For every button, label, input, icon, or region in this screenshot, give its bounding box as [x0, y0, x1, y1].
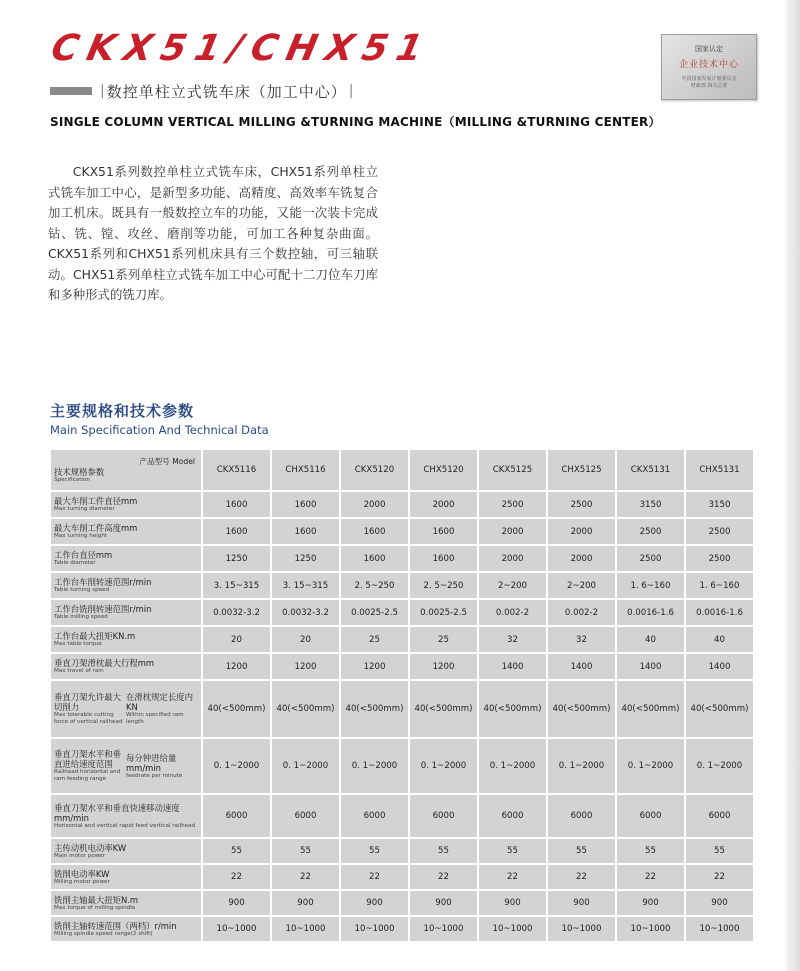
spec-value-cell: 1. 6~160 [616, 572, 685, 599]
machine-photo-area [402, 152, 748, 352]
spec-label-cn: 垂直刀架水平和垂直进给速度范围 [54, 749, 121, 769]
spec-value-cell: 0.0016-1.6 [616, 599, 685, 626]
spec-value-cell: 20 [271, 626, 340, 653]
spec-label-cell [50, 680, 202, 738]
spec-value-cell: 1400 [685, 653, 754, 680]
spec-value-cell: 40(<500mm) [409, 680, 478, 738]
spec-value-cell: 900 [478, 890, 547, 916]
spec-value-cell: 0.0032-3.2 [271, 599, 340, 626]
spec-label-en: Max tolerable cutting force of vertical railhead [54, 712, 123, 725]
table-row [50, 491, 754, 518]
spec-value-cell: 40(<500mm) [547, 680, 616, 738]
title-cn-row [50, 80, 355, 102]
spec-label-en: Milling spindle speed range(2 shift) [54, 930, 153, 937]
spec-value-cell: 55 [340, 838, 409, 864]
spec-value-cell: 2~200 [547, 572, 616, 599]
title-bar-decoration [50, 87, 92, 95]
spec-label-cell [50, 864, 202, 890]
spec-label-en: Within specified ram length [126, 712, 184, 725]
spec-value-cell: 40(<500mm) [478, 680, 547, 738]
spec-label-cn: 工作台最大扭矩KN.m [54, 631, 136, 641]
spec-value-cell: 1600 [271, 518, 340, 545]
table-row [50, 572, 754, 599]
spec-label-cell [50, 794, 202, 838]
table-row [50, 916, 754, 942]
title-divider: | [348, 83, 354, 99]
spec-value-cell: 3150 [685, 491, 754, 518]
spec-value-cell: 1250 [271, 545, 340, 572]
table-row [50, 599, 754, 626]
spec-value-cell: 0. 1~2000 [340, 738, 409, 794]
spec-value-cell: 0. 1~2000 [409, 738, 478, 794]
spec-value-cell: 40(<500mm) [685, 680, 754, 738]
spec-value-cell: 55 [685, 838, 754, 864]
spec-value-cell: 2. 5~250 [340, 572, 409, 599]
spec-value-cell: 2000 [409, 491, 478, 518]
spec-value-cell: 10~1000 [202, 916, 271, 942]
model-header: CHX5120 [409, 449, 478, 491]
spec-value-cell: 6000 [478, 794, 547, 838]
spec-value-cell: 1200 [340, 653, 409, 680]
spec-value-cell: 40 [685, 626, 754, 653]
spec-value-cell: 10~1000 [340, 916, 409, 942]
spec-value-cell: 22 [547, 864, 616, 890]
spec-label-cn: 垂直刀架水平和垂直快速移动速度mm/min [54, 802, 180, 823]
spec-value-cell: 55 [202, 838, 271, 864]
model-header: CHX5116 [271, 449, 340, 491]
table-row [50, 518, 754, 545]
spec-label-cn: 工作台车削转速范围r/min [54, 577, 152, 587]
spec-label-en: Main motor power [54, 852, 105, 859]
spec-value-cell: 1600 [271, 491, 340, 518]
table-row [50, 545, 754, 572]
spec-value-cell: 0.0032-3.2 [202, 599, 271, 626]
model-header: CHX5125 [547, 449, 616, 491]
spec-label-cell [50, 491, 202, 518]
spec-value-cell: 3. 15~315 [271, 572, 340, 599]
spec-value-cell: 22 [409, 864, 478, 890]
spec-label-cell [50, 738, 202, 794]
spec-value-cell: 40 [616, 626, 685, 653]
spec-value-cell: 6000 [340, 794, 409, 838]
spec-value-cell: 6000 [202, 794, 271, 838]
spec-label-part [54, 749, 126, 783]
spec-label-en: Railhead horizontal and ram feeding range [54, 769, 121, 782]
model-header: CKX5125 [478, 449, 547, 491]
spec-label-cn: 主传动机电动率KW [54, 842, 127, 853]
spec-value-cell: 1400 [616, 653, 685, 680]
spec-label-en: Max turning height [54, 533, 108, 539]
spec-value-cell: 1250 [202, 545, 271, 572]
spec-label-cn: 最大车削工件高度mm [54, 523, 138, 533]
spec-value-cell: 22 [685, 864, 754, 890]
spec-label-cell [50, 653, 202, 680]
spec-value-cell: 900 [202, 890, 271, 916]
spec-value-cell: 10~1000 [547, 916, 616, 942]
spec-label-part [54, 692, 126, 726]
page-edge-strip [786, 0, 800, 971]
spec-label-cell [50, 626, 202, 653]
spec-value-cell: 0.002-2 [478, 599, 547, 626]
section-title-cn: 主要规格和技术参数 [50, 402, 195, 420]
spec-value-cell: 6000 [409, 794, 478, 838]
spec-value-cell: 0. 1~2000 [202, 738, 271, 794]
spec-label-en: Horizontal and vertical rapid feed vertical railhead [54, 822, 196, 829]
certificate-main-text: 企业技术中心 [678, 60, 739, 70]
spec-value-cell: 2500 [616, 545, 685, 572]
spec-value-cell: 6000 [547, 794, 616, 838]
spec-value-cell: 900 [340, 890, 409, 916]
spec-value-cell: 900 [616, 890, 685, 916]
spec-value-cell: 0. 1~2000 [547, 738, 616, 794]
spec-value-cell: 2000 [478, 545, 547, 572]
spec-label-cn: 工作台直径mm [54, 550, 113, 560]
header-spec-cn: 技术规格参数 [54, 466, 105, 477]
spec-label-cn: 垂直刀架滑枕最大行程mm [54, 658, 155, 668]
spec-value-cell: 22 [202, 864, 271, 890]
spec-value-cell: 2000 [340, 491, 409, 518]
spec-value-cell: 1200 [409, 653, 478, 680]
model-header: CKX5120 [340, 449, 409, 491]
table-row [50, 653, 754, 680]
spec-value-cell: 10~1000 [271, 916, 340, 942]
spec-value-cell: 55 [547, 838, 616, 864]
spec-value-cell: 40(<500mm) [202, 680, 271, 738]
spec-label-en: Max torque of milling spindle [54, 904, 136, 911]
spec-value-cell: 0. 1~2000 [685, 738, 754, 794]
spec-value-cell: 3150 [616, 491, 685, 518]
spec-label-cell [50, 890, 202, 916]
spec-value-cell: 2. 5~250 [409, 572, 478, 599]
spec-value-cell: 2000 [547, 545, 616, 572]
spec-value-cell: 1600 [409, 545, 478, 572]
spec-value-cell: 32 [547, 626, 616, 653]
spec-value-cell: 22 [616, 864, 685, 890]
spec-value-cell: 55 [616, 838, 685, 864]
table-row [50, 680, 754, 738]
spec-value-cell: 10~1000 [685, 916, 754, 942]
spec-value-cell: 6000 [271, 794, 340, 838]
spec-value-cell: 25 [409, 626, 478, 653]
spec-value-cell: 6000 [616, 794, 685, 838]
spec-label-cell [50, 572, 202, 599]
table-row [50, 794, 754, 838]
spec-value-cell: 1600 [340, 545, 409, 572]
spec-value-cell: 2500 [478, 491, 547, 518]
model-header: CHX5131 [685, 449, 754, 491]
spec-value-cell: 0. 1~2000 [271, 738, 340, 794]
spec-value-cell: 2~200 [478, 572, 547, 599]
spec-value-cell: 900 [271, 890, 340, 916]
spec-label-part [126, 692, 194, 726]
spec-label-en: Table turning speed [54, 587, 110, 593]
spec-label-cell [50, 545, 202, 572]
spec-label-cn: 最大车削工件直径mm [54, 496, 138, 506]
spec-label-en: Max travel of ram [54, 668, 104, 674]
spec-value-cell: 22 [340, 864, 409, 890]
spec-value-cell: 2500 [616, 518, 685, 545]
spec-value-cell: 1200 [271, 653, 340, 680]
table-row [50, 864, 754, 890]
spec-value-cell: 1600 [340, 518, 409, 545]
certificate-top-text: 国家认定 [695, 45, 723, 53]
title-en: SINGLE COLUMN VERTICAL MILLING &TURNING MACHINE（MILLING &TURNING CENTER） [50, 115, 661, 129]
table-row [50, 738, 754, 794]
certificate-plaque [661, 34, 757, 100]
spec-label-cn: 每分钟进给量mm/min [126, 752, 177, 773]
spec-label-cell [50, 599, 202, 626]
table-row [50, 890, 754, 916]
spec-value-cell: 900 [547, 890, 616, 916]
intro-paragraph: CKX51系列数控单柱立式铣车床，CHX51系列单柱立式铣车加工中心，是新型多功能、高精度、高效率车铣复合加工机床。既具有一般数控立车的功能，又能一次装卡完成钻、铣、镗、攻丝、磨削等功能，可加工各种复杂曲面。CKX51系列和CHX51系列机床具有三个数控轴，可三轴联动。CHX51系列单柱立式铣车加工中心可配十二刀位车刀库和多种形式的铣刀库。 [48, 164, 378, 302]
header-spec-cell [50, 449, 202, 491]
spec-label-en: Table diameter [54, 560, 96, 566]
certificate-small-text: 中国国家发展计划委员会 财政部 海关总署 [681, 76, 737, 89]
spec-value-cell: 55 [409, 838, 478, 864]
spec-value-cell: 1600 [202, 491, 271, 518]
spec-value-cell: 2000 [547, 518, 616, 545]
spec-label-part [126, 753, 194, 780]
spec-value-cell: 1200 [202, 653, 271, 680]
spec-value-cell: 2500 [685, 518, 754, 545]
spec-label-cn: 铣削电动率KW [54, 868, 110, 879]
spec-value-cell: 1600 [409, 518, 478, 545]
spec-value-cell: 2500 [547, 491, 616, 518]
table-row [50, 838, 754, 864]
spec-value-cell: 40(<500mm) [340, 680, 409, 738]
spec-label-en: Milling motor power [54, 878, 110, 885]
spec-value-cell: 0.0016-1.6 [685, 599, 754, 626]
spec-value-cell: 0. 1~2000 [478, 738, 547, 794]
model-header: CKX5116 [202, 449, 271, 491]
spec-label-cell [50, 916, 202, 942]
spec-value-cell: 900 [685, 890, 754, 916]
spec-label-cn: 在滑枕规定长度内KN [126, 692, 193, 712]
spec-value-cell: 0.0025-2.5 [340, 599, 409, 626]
spec-label-cn: 工作台铣削转速范围r/min [54, 604, 152, 614]
spec-value-cell: 10~1000 [409, 916, 478, 942]
spec-value-cell: 1400 [478, 653, 547, 680]
spec-label-cn: 铣削主轴最大扭矩N.m [54, 894, 139, 905]
spec-table [49, 448, 755, 943]
spec-value-cell: 900 [409, 890, 478, 916]
spec-label-cell [50, 838, 202, 864]
spec-value-cell: 2000 [478, 518, 547, 545]
spec-value-cell: 25 [340, 626, 409, 653]
title-divider: | [100, 83, 105, 99]
spec-value-cell: 3. 15~315 [202, 572, 271, 599]
model-title: CKX51/CHX51 [47, 28, 436, 69]
spec-value-cell: 10~1000 [616, 916, 685, 942]
spec-value-cell: 32 [478, 626, 547, 653]
spec-value-cell: 55 [478, 838, 547, 864]
spec-value-cell: 2500 [685, 545, 754, 572]
spec-value-cell: 20 [202, 626, 271, 653]
spec-label-en: Max turning diameter [54, 506, 115, 512]
spec-value-cell: 22 [478, 864, 547, 890]
table-header-row [50, 449, 754, 491]
spec-label-cn: 垂直刀架允许最大切削力 [54, 692, 121, 712]
spec-value-cell: 55 [271, 838, 340, 864]
spec-value-cell: 10~1000 [478, 916, 547, 942]
spec-value-cell: 0.0025-2.5 [409, 599, 478, 626]
header-spec-en: Specification [54, 476, 90, 483]
spec-value-cell: 0.002-2 [547, 599, 616, 626]
spec-value-cell: 40(<500mm) [616, 680, 685, 738]
spec-label-cn: 铣削主轴转速范围（两档）r/min [54, 920, 177, 931]
spec-value-cell: 6000 [685, 794, 754, 838]
spec-value-cell: 1400 [547, 653, 616, 680]
spec-label-cell [50, 518, 202, 545]
spec-value-cell: 0. 1~2000 [616, 738, 685, 794]
header-model-label: 产品型号 Model [139, 456, 195, 466]
spec-value-cell: 1. 6~160 [685, 572, 754, 599]
section-title-en: Main Specification And Technical Data [50, 423, 269, 437]
title-cn: 数控单柱立式铣车床（加工中心） [106, 82, 347, 101]
spec-label-en: feedrate per minute [126, 772, 183, 779]
spec-label-en: Table milling speed [54, 614, 108, 620]
table-row [50, 626, 754, 653]
spec-value-cell: 1600 [202, 518, 271, 545]
spec-value-cell: 40(<500mm) [271, 680, 340, 738]
spec-label-en: Max table torque [54, 641, 102, 647]
spec-value-cell: 22 [271, 864, 340, 890]
model-header: CKX5131 [616, 449, 685, 491]
